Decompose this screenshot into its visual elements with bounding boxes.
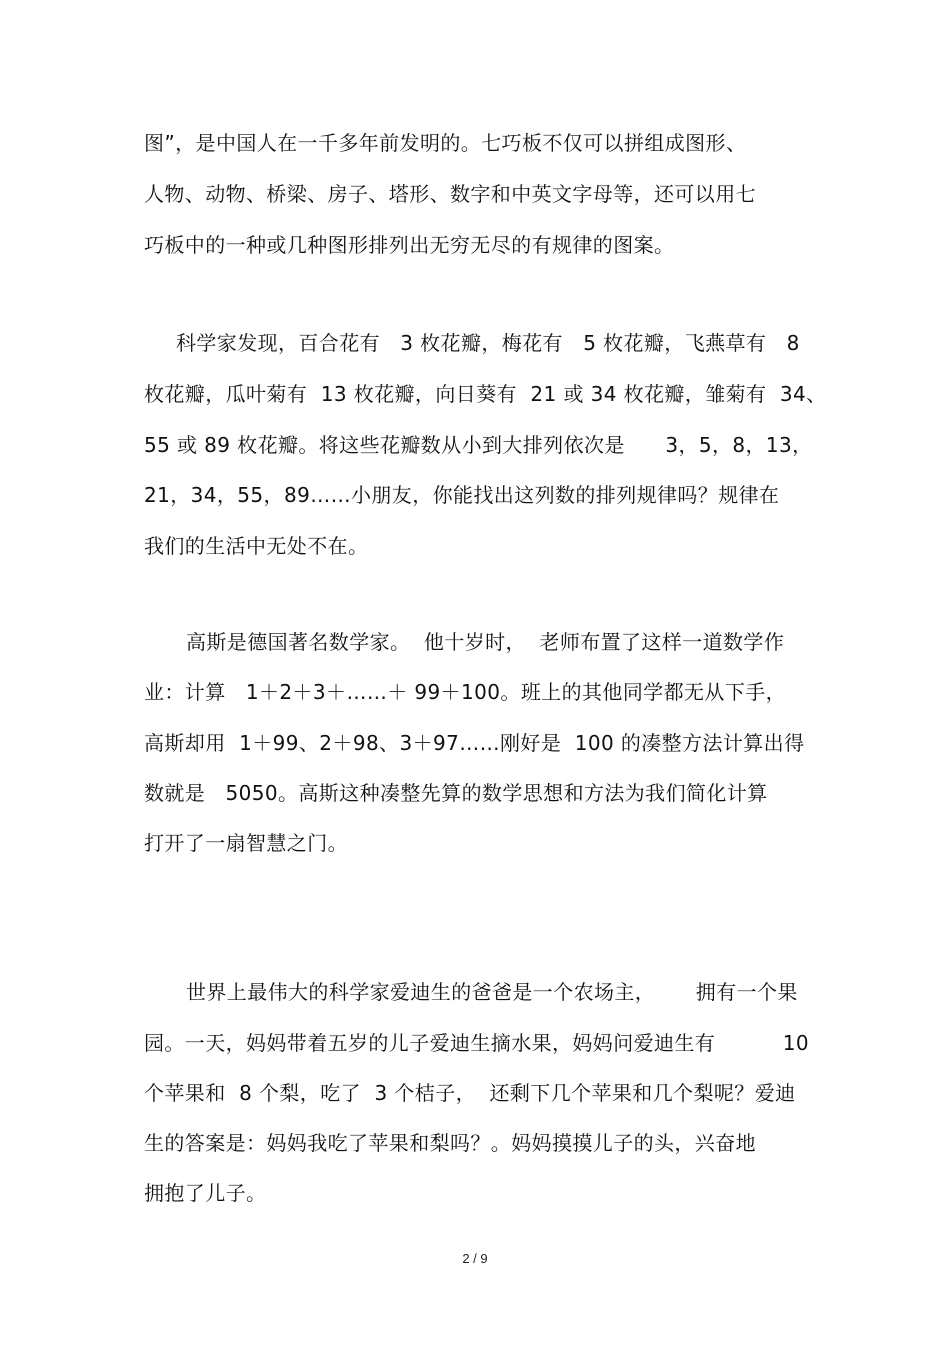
paragraph-1-line-1: 图”，是中国人在一千多年前发明的。七巧板不仅可以拼组成图形、 <box>144 131 747 155</box>
paragraph-4-line-5: 拥抱了儿子。 <box>144 1181 267 1205</box>
paragraph-3-line-3: 高斯却用 1＋99、2＋98、3＋97……刚好是 100 的凑整方法计算出得 <box>144 731 805 755</box>
paragraph-4-line-2: 园。一天，妈妈带着五岁的儿子爱迪生摘水果，妈妈问爱迪生有 10 <box>144 1031 810 1055</box>
paragraph-4-line-3: 个苹果和 8 个梨，吃了 3 个桔子， 还剩下几个苹果和几个梨呢？爱迪 <box>144 1081 796 1105</box>
paragraph-2-line-3: 55 或 89 枚花瓣。将这些花瓣数从小到大排列依次是 3，5，8，13， <box>144 433 813 457</box>
paragraph-3-line-5: 打开了一扇智慧之门。 <box>144 831 348 855</box>
paragraph-2-line-5: 我们的生活中无处不在。 <box>144 534 369 558</box>
paragraph-3-line-1: 高斯是德国著名数学家。 他十岁时， 老师布置了这样一道数学作 <box>186 630 785 654</box>
paragraph-4-line-4: 生的答案是：妈妈我吃了苹果和梨吗？。妈妈摸摸儿子的头，兴奋地 <box>144 1131 756 1155</box>
page-number: 2 / 9 <box>462 1251 488 1266</box>
paragraph-2-line-4: 21，34，55，89……小朋友，你能找出这列数的排列规律吗？规律在 <box>144 483 780 507</box>
paragraph-3-line-4: 数就是 5050。高斯这种凑整先算的数学思想和方法为我们简化计算 <box>144 781 768 805</box>
paragraph-1-line-3: 巧板中的一种或几种图形排列出无穷无尽的有规律的图案。 <box>144 233 675 257</box>
paragraph-3-line-2: 业：计算 1＋2＋3＋……＋ 99＋100。班上的其他同学都无从下手， <box>144 680 787 704</box>
paragraph-2-line-2: 枚花瓣，瓜叶菊有 13 枚花瓣，向日葵有 21 或 34 枚花瓣，雏菊有 34、 <box>144 382 827 406</box>
paragraph-1-line-2: 人物、动物、桥梁、房子、塔形、数字和中英文字母等，还可以用七 <box>144 182 756 206</box>
paragraph-4-line-1: 世界上最伟大的科学家爱迪生的爸爸是一个农场主， 拥有一个果 <box>186 980 798 1004</box>
paragraph-2-line-1: 科学家发现，百合花有 3 枚花瓣，梅花有 5 枚花瓣，飞燕草有 8 <box>176 331 800 355</box>
